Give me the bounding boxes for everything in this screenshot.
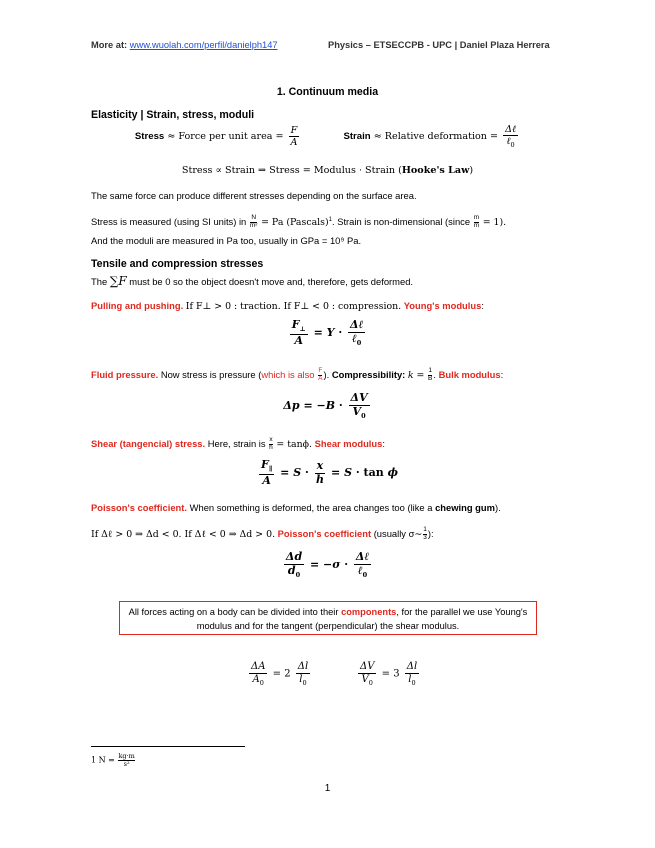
delta-l-small-fraction-2: $\frac{\Delta l}{l_0}$	[406, 661, 418, 687]
chewing-gum: chewing gum	[435, 502, 495, 513]
tan-phi-text: = tanϕ.	[276, 439, 313, 450]
course-header: Physics – ETSECCPB - UPC | Daniel Plaza Herrera	[328, 40, 550, 50]
if-delta-text: If Δℓ > 0 ⇒ Δd < 0. If Δℓ < 0 ⇒ Δd > 0.	[91, 529, 276, 540]
footnote-text: 1 N =	[91, 755, 115, 765]
more-at-label: More at:	[91, 40, 128, 50]
poisson-text: When something is deformed, the area changes too (like a	[189, 502, 433, 513]
usually-text: (usually σ∼	[373, 528, 423, 539]
x-h-fraction: $\frac{x}{h}$	[315, 459, 324, 486]
hooke-suffix: )	[469, 165, 474, 176]
volume-relation: $\frac{\Delta V}{V_0}$ = 3 $\frac{\Delta l}{l_0}$	[360, 661, 418, 687]
delta-a-fraction: $\frac{\Delta A}{A_0}$	[251, 661, 266, 687]
summary-box	[119, 601, 537, 635]
footnote	[91, 753, 136, 768]
x-over-h: $\frac{x}{h}$	[269, 436, 273, 452]
paragraph-same-force: The same force can produce different stresses depending on the surface area.	[91, 190, 417, 201]
youngs-modulus-label: Young's modulus	[403, 300, 482, 311]
strain-definition: ≈ Relative deformation =	[373, 131, 499, 143]
which-is-also: which is also	[261, 369, 315, 380]
fluid-text: Now stress is pressure (	[160, 369, 262, 380]
shear-equation: $\frac{F_\parallel}{A}$ = S · $\frac{x}{h}$ = S · tan ϕ	[261, 458, 398, 487]
fluid-pressure-label: Fluid pressure.	[91, 369, 159, 380]
poisson-equation: $\frac{\Delta d}{d_0}$ = −σ · $\frac{\text{Δℓ}}{\ell_0}$	[285, 550, 370, 579]
pulling-text: If F⊥ > 0 : traction. If F⊥ < 0 : compression.	[185, 301, 402, 312]
section-heading-elasticity: Elasticity | Strain, stress, moduli	[91, 109, 255, 121]
paragraph-if-delta: If Δℓ > 0 ⇒ Δd < 0. If Δℓ < 0 ⇒ Δd > 0. Poisson's coefficient (usually σ∼ $\frac{1}{3}$ ):	[91, 526, 434, 542]
fluid-close: ).	[323, 369, 330, 380]
box-text-b: , for the parallel we use Young's modulus and for the tangent (perpendicular) the shear modulus.	[196, 607, 528, 631]
paragraph-pulling	[91, 299, 484, 313]
colon: :	[481, 300, 484, 311]
m-per-m-fraction: $\frac{m}{m}$	[473, 214, 480, 230]
profile-link[interactable]: www.wuolah.com/perfil/danielph147	[129, 40, 278, 50]
paragraph-units	[91, 214, 571, 230]
paragraph-poisson	[91, 501, 501, 514]
units-text-a: Stress is measured (using SI units) in	[91, 216, 247, 228]
stress-label: Stress	[134, 131, 165, 143]
delta-v-fraction: $\frac{\Delta V}{V_0}$	[350, 391, 368, 420]
hooke-bold: Hooke's Law	[401, 165, 470, 176]
delta-l-fraction-2: $\frac{\text{Δℓ}}{\ell_0}$	[355, 550, 370, 579]
f-over-a-small: $\frac{F}{A}$	[318, 367, 323, 383]
kg-m-s2: $\frac{kg\cdot m}{\text{s²}}$	[118, 752, 135, 768]
page-header	[91, 40, 563, 50]
pulling-label: Pulling and pushing.	[91, 300, 184, 311]
stress-strain-definitions	[0, 124, 655, 149]
delta-d-fraction: $\frac{\Delta d}{d_0}$	[285, 550, 303, 579]
delta-l-fraction: $\frac{\text{Δℓ}}{\ell_0}$	[350, 318, 364, 347]
sum-text-b: must be 0 so the object doesn't move and, therefore, gets deformed.	[129, 276, 414, 287]
shear-modulus-label: Shear modulus	[314, 438, 383, 449]
youngs-equation: $\frac{F_\perp}{A}$ = Y · $\frac{\text{Δℓ}}{\ell_0}$	[291, 318, 364, 347]
sum-text-a: The	[91, 276, 108, 287]
n-per-m2-fraction: $\frac{N}{\text{m²}}$	[249, 214, 258, 230]
delta-l-small-fraction: $\frac{\Delta l}{l_0}$	[297, 661, 309, 687]
poissons-label: Poisson's coefficient.	[91, 502, 188, 513]
one-third: $\frac{1}{3}$	[423, 526, 427, 542]
footnote-ref: 1	[328, 217, 332, 223]
chapter-title: 1. Continuum media	[276, 86, 379, 98]
sum-symbol: ∑F	[109, 274, 127, 288]
footnote-rule	[91, 746, 245, 747]
units-text-d: = 1).	[482, 217, 507, 229]
shear-text: Here, strain is	[207, 438, 266, 449]
bulk-modulus-label: Bulk modulus	[438, 369, 501, 380]
hooke-prefix: Stress ∝ Strain ⇒ Stress = Modulus · Strain (	[181, 165, 402, 176]
strain-label: Strain	[343, 131, 371, 143]
compressibility-label: Compressibility:	[331, 369, 406, 380]
paragraph-moduli: And the moduli are measured in Pa too, usually in GPa = 10⁹ Pa.	[91, 235, 362, 246]
poissons-label-2: Poisson's coefficient	[277, 528, 372, 539]
hookes-law	[0, 165, 655, 176]
components-word: components	[341, 607, 397, 617]
page-number: 1	[324, 783, 331, 794]
paragraph-shear: Shear (tangencial) stress. Here, strain is $\frac{x}{h}$ = tanϕ. Shear modulus:	[91, 436, 385, 452]
force-area-fraction: $\frac{F}{A}$	[290, 125, 298, 149]
relative-deformation-fraction: $\frac{\text{Δℓ}}{\ell_0}$	[505, 124, 517, 149]
paragraph-fluid: Fluid pressure. Now stress is pressure (which is also $\frac{F}{A}$ ). Compressibility: k = $\frac{1}{B}$ . Bulk modulus:	[91, 367, 504, 383]
units-text-c: . Strain is non-dimensional (since	[331, 216, 471, 228]
paragraph-sum-forces	[91, 275, 413, 288]
f-parallel-fraction: $\frac{F_\parallel}{A}$	[261, 458, 273, 487]
section-heading-tensile: Tensile and compression stresses	[91, 258, 264, 270]
delta-v-small-fraction: $\frac{\Delta V}{V_0}$	[360, 661, 375, 687]
one-over-b: $\frac{1}{B}$	[428, 367, 433, 383]
poisson-end: ).	[494, 502, 501, 513]
f-perp-area-fraction: $\frac{F_\perp}{A}$	[291, 318, 306, 347]
stress-definition: ≈ Force per unit area =	[167, 131, 284, 143]
shear-stress-label: Shear (tangencial) stress.	[91, 438, 206, 449]
bulk-equation: Δp = −B · $\frac{\Delta V}{V_0}$	[283, 391, 368, 420]
area-relation: $\frac{\Delta A}{A_0}$ = 2 $\frac{\Delta l}{l_0}$	[251, 661, 309, 687]
box-text-a: All forces acting on a body can be divided into their	[128, 607, 339, 617]
pascal-text: = Pa (Pascals)	[261, 217, 329, 229]
